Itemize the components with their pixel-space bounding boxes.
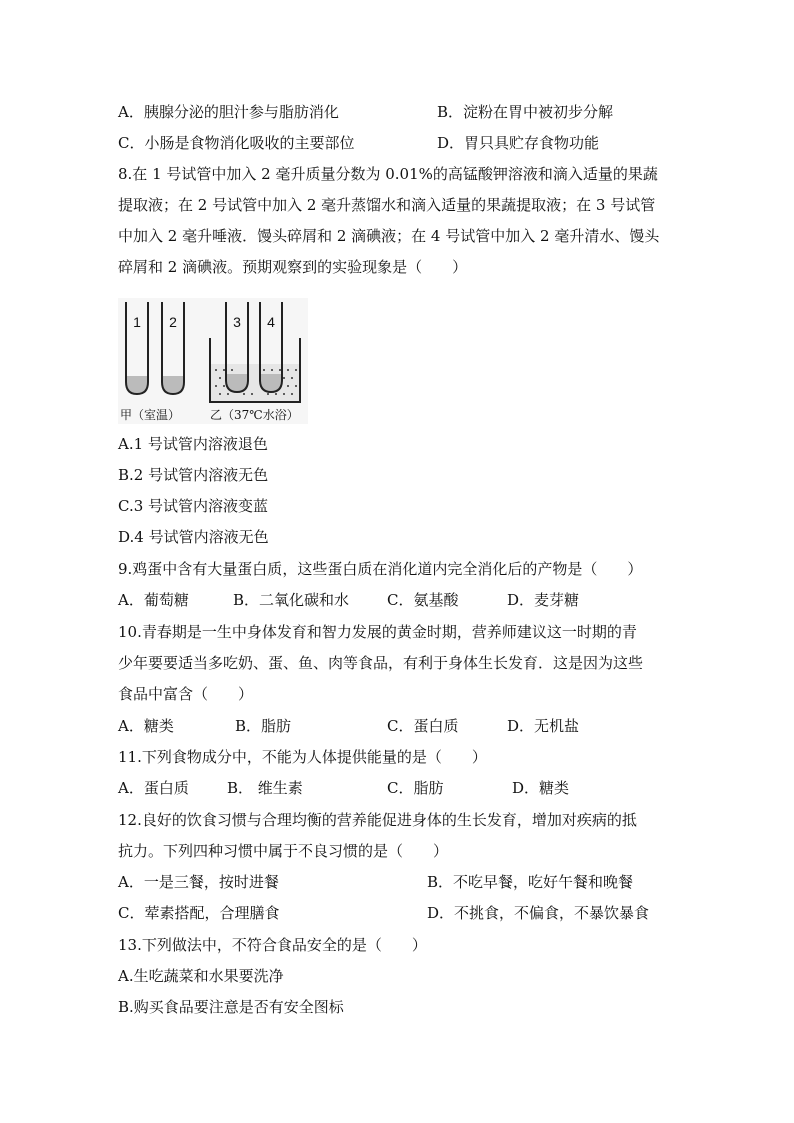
q11-stem: 11.下列食物成分中，不能为人体提供能量的是（ ） <box>118 748 487 766</box>
q10-stem-line-3: 食品中富含（ ） <box>118 685 254 703</box>
q8-option-a: A.1 号试管内溶液退色 <box>118 435 268 453</box>
q12-option-c: C．荤素搭配，合理膳食 <box>118 904 280 922</box>
q12-option-a: A．一是三餐，按时进餐 <box>118 873 279 891</box>
q11-option-d: D．糖类 <box>512 779 570 797</box>
q13-option-a: A.生吃蔬菜和水果要洗净 <box>118 967 284 985</box>
q10-option-c: C．蛋白质 <box>387 717 459 735</box>
q9-option-c: C．氨基酸 <box>387 591 459 609</box>
test-tube-figure <box>118 298 308 424</box>
q9-option-a: A．葡萄糖 <box>118 591 189 609</box>
q7-option-a: A．胰腺分泌的胆汁参与脂肪消化 <box>118 103 339 121</box>
tube-label-1: 1 <box>133 314 141 330</box>
q12-stem-line-2: 抗力。下列四种习惯中属于不良习惯的是（ ） <box>118 842 449 860</box>
q9-option-b: B．二氧化碳和水 <box>233 591 350 609</box>
q12-option-d: D．不挑食，不偏食，不暴饮暴食 <box>427 904 650 922</box>
q7-option-c: C．小肠是食物消化吸收的主要部位 <box>118 134 355 152</box>
q10-stem-line-1: 10.青春期是一生中身体发育和智力发展的黄金时期，营养师建议这一时期的青 <box>118 623 637 641</box>
figure-caption-left: 甲（室温） <box>120 408 181 422</box>
q11-option-b: B． 维生素 <box>227 779 303 797</box>
q8-stem-line-4: 碎屑和 2 滴碘液。预期观察到的实验现象是（ ） <box>118 258 468 276</box>
q12-stem-line-1: 12.良好的饮食习惯与合理均衡的营养能促进身体的生长发育，增加对疾病的抵 <box>118 811 637 829</box>
q9-option-d: D．麦芽糖 <box>507 591 580 609</box>
q8-option-b: B.2 号试管内溶液无色 <box>118 466 269 484</box>
tube-label-2: 2 <box>169 314 177 330</box>
figure-caption-right: 乙（37℃水浴） <box>210 408 299 422</box>
q8-stem-line-2: 提取液；在 2 号试管中加入 2 毫升蒸馏水和滴入适量的果蔬提取液；在 3 号试管 <box>118 196 656 214</box>
q8-option-d: D.4 号试管内溶液无色 <box>118 528 269 546</box>
q11-option-a: A．蛋白质 <box>118 779 189 797</box>
q8-stem-line-1: 8.在 1 号试管中加入 2 毫升质量分数为 0.01%的高锰酸钾溶液和滴入适量的果蔬 <box>118 165 658 183</box>
q7-option-b: B．淀粉在胃中被初步分解 <box>437 103 614 121</box>
q7-option-d: D．胃只具贮存食物功能 <box>437 134 600 152</box>
q12-option-b: B．不吃早餐，吃好午餐和晚餐 <box>427 873 634 891</box>
q10-stem-line-2: 少年要要适当多吃奶、蛋、鱼、肉等食品，有利于身体生长发育．这是因为这些 <box>118 654 644 672</box>
q10-option-a: A．糖类 <box>118 717 174 735</box>
water-bath-liquid <box>211 364 299 401</box>
tube-label-4: 4 <box>267 314 275 330</box>
q11-option-c: C．脂肪 <box>387 779 444 797</box>
q8-option-c: C.3 号试管内溶液变蓝 <box>118 497 269 515</box>
q10-option-b: B．脂肪 <box>235 717 292 735</box>
q13-option-b: B.购买食品要注意是否有安全图标 <box>118 998 344 1016</box>
q10-option-d: D．无机盐 <box>507 717 580 735</box>
q9-stem: 9.鸡蛋中含有大量蛋白质，这些蛋白质在消化道内完全消化后的产物是（ ） <box>118 560 643 578</box>
q8-stem-line-3: 中加入 2 毫升唾液．馒头碎屑和 2 滴碘液；在 4 号试管中加入 2 毫升清水、馒头 <box>118 227 660 245</box>
q13-stem: 13.下列做法中，不符合食品安全的是（ ） <box>118 936 427 954</box>
tube-label-3: 3 <box>233 314 241 330</box>
